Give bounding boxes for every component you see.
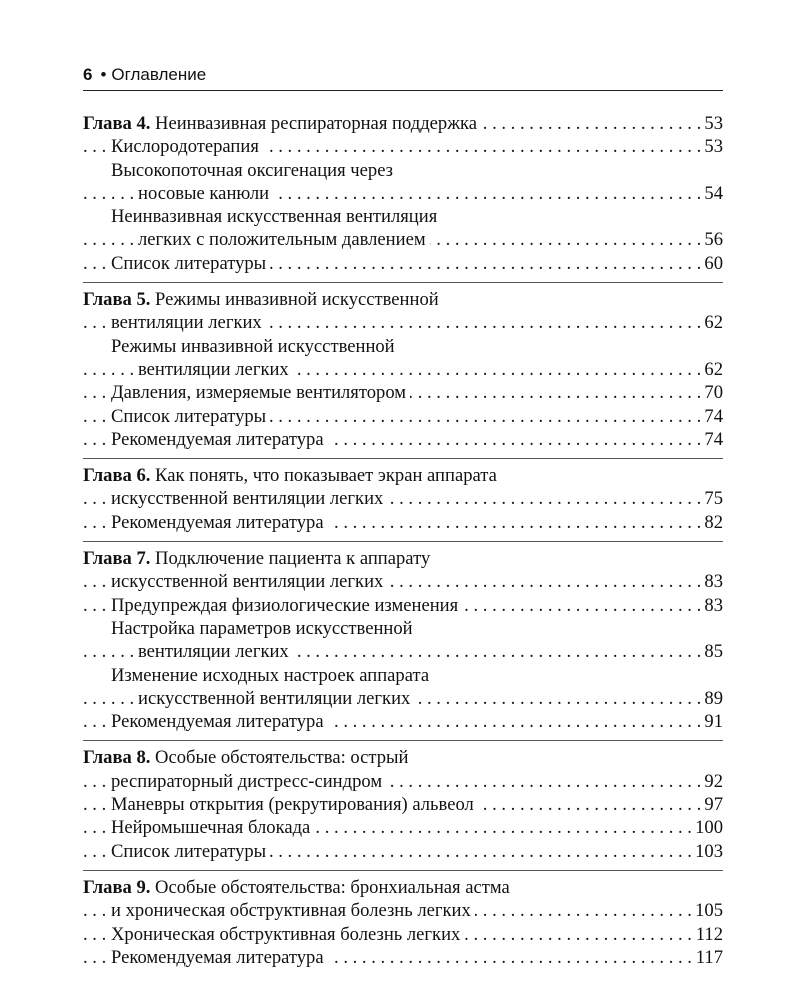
chapter-title-line xyxy=(83,288,723,311)
toc-entry-line xyxy=(83,428,723,451)
toc-entry-text xyxy=(111,771,386,792)
toc-page-number: 62 xyxy=(700,358,723,381)
chapter-label: Глава 7. xyxy=(83,548,151,570)
header-rule xyxy=(83,90,723,91)
toc-entry-line xyxy=(83,840,723,863)
toc-entry-line xyxy=(83,381,723,404)
running-head-title: Оглавление xyxy=(111,65,207,84)
toc-entry-title: легких с положительным давлением xyxy=(138,229,426,251)
toc-entry-text xyxy=(111,900,475,921)
chapter-title-line xyxy=(83,876,723,899)
toc-entry-line xyxy=(83,770,723,793)
toc-entry-text xyxy=(138,688,414,709)
toc-entry-text xyxy=(111,429,328,450)
toc-entry-line xyxy=(83,135,723,158)
chapter-label: Глава 5. xyxy=(83,289,151,311)
toc-entry-line xyxy=(83,228,723,251)
toc-entry-title: искусственной вентиляции легких xyxy=(111,488,384,510)
toc-entry-text xyxy=(111,253,270,274)
toc-entry-text xyxy=(111,817,314,838)
toc-entry-line xyxy=(83,358,723,381)
toc-entry-title: искусственной вентиляции легких xyxy=(111,571,384,593)
toc-entry-text xyxy=(111,382,410,403)
toc-entry-line xyxy=(83,664,723,687)
toc-entry-line xyxy=(83,205,723,228)
toc-entry-text xyxy=(111,794,478,815)
toc-page-number: 53 xyxy=(700,135,723,158)
toc-entry-title: Подключение пациента к аппарату xyxy=(150,548,431,570)
toc-entry-text xyxy=(111,488,387,509)
toc-page-number: 112 xyxy=(692,923,723,946)
toc-entry-title: Особые обстоятельства: острый xyxy=(150,747,409,769)
toc-entry-text xyxy=(111,947,328,968)
toc-entry-title: Особые обстоятельства: бронхиальная астма xyxy=(150,876,510,898)
toc-chapter xyxy=(83,746,723,870)
toc-page-number: 53 xyxy=(700,112,723,135)
toc-entry-line xyxy=(83,899,723,922)
toc-entry-text xyxy=(111,841,270,862)
running-head xyxy=(83,64,723,86)
toc-page-number: 117 xyxy=(692,946,723,969)
toc-entry-title: Список литературы xyxy=(111,840,267,862)
toc-entry-line xyxy=(83,570,723,593)
toc-entry-title: носовые канюли xyxy=(138,182,270,204)
toc-entry-title: искусственной вентиляции легких xyxy=(138,687,411,709)
toc-entry-line xyxy=(83,923,723,946)
toc-entry-text xyxy=(111,136,263,157)
toc-entry-text xyxy=(111,711,328,732)
toc-page-number: 85 xyxy=(700,640,723,663)
toc-entry-text xyxy=(111,406,270,427)
chapter-label: Глава 9. xyxy=(83,876,151,898)
toc-entry-title: Нейромышечная блокада xyxy=(111,817,311,839)
toc-entry-text xyxy=(111,665,433,686)
toc-page-number: 62 xyxy=(700,311,723,334)
toc-page-number: 74 xyxy=(700,428,723,451)
chapter-title-line xyxy=(83,746,723,769)
toc-chapter xyxy=(83,288,723,459)
toc-entry-text xyxy=(83,465,501,486)
toc-page-number: 54 xyxy=(700,182,723,205)
toc-entry-title: и хроническая обструктивная болезнь легких xyxy=(111,900,471,922)
toc-entry-line xyxy=(83,793,723,816)
toc-entry-text xyxy=(83,747,413,768)
toc-entry-title: Рекомендуемая литература xyxy=(111,511,324,533)
toc-entry-text xyxy=(138,359,293,380)
toc-entry-title: Предупреждая физиологические изменения xyxy=(111,594,459,616)
toc-entry-text xyxy=(138,183,273,204)
toc-entry-text xyxy=(111,571,387,592)
toc-entry-text xyxy=(83,113,481,134)
toc-entry-title: Рекомендуемая литература xyxy=(111,946,324,968)
chapter-label: Глава 8. xyxy=(83,747,151,769)
chapter-label: Глава 6. xyxy=(83,465,151,487)
toc-chapter xyxy=(83,112,723,283)
toc-entry-text xyxy=(111,312,266,333)
toc-entry-line xyxy=(83,311,723,334)
toc-entry-title: Список литературы xyxy=(111,252,267,274)
toc-entry-title: Высокопоточная оксигенация через xyxy=(111,159,394,181)
toc-chapter xyxy=(83,876,723,976)
toc-entry-text xyxy=(111,512,328,533)
toc-entry-text xyxy=(83,548,434,569)
toc-entry-title: Неинвазивная респираторная поддержка xyxy=(150,113,478,134)
toc-entry-title: Хроническая обструктивная болезнь легких xyxy=(111,923,461,945)
toc-page-number: 100 xyxy=(691,816,723,839)
toc-entry-text xyxy=(83,877,514,898)
toc-entry-title: Как понять, что показывает экран аппарата xyxy=(150,465,497,487)
toc-chapter xyxy=(83,547,723,741)
toc-entry-text xyxy=(138,641,293,662)
chapter-label: Глава 4. xyxy=(83,113,151,134)
toc-entry-text xyxy=(111,595,462,616)
toc-page-number: 97 xyxy=(700,793,723,816)
toc-entry-title: Режимы инвазивной искусственной xyxy=(111,335,395,357)
toc-page-number: 60 xyxy=(700,252,723,275)
page-number: 6 xyxy=(83,65,93,84)
toc-entry-line xyxy=(83,511,723,534)
toc-entry-line xyxy=(83,335,723,358)
toc-page-number: 56 xyxy=(700,228,723,251)
toc-entry-text xyxy=(111,160,397,181)
toc-entry-line xyxy=(83,710,723,733)
toc-entry-line xyxy=(83,182,723,205)
toc-entry-title: вентиляции легких xyxy=(111,312,262,334)
toc-entry-title: Маневры открытия (рекрутирования) альвеол xyxy=(111,794,474,816)
toc-entry-line xyxy=(83,816,723,839)
header-separator: • xyxy=(100,65,107,84)
toc-entry-title: респираторный дистресс-синдром xyxy=(111,770,383,792)
toc-entry-text xyxy=(111,618,417,639)
toc-entry-line xyxy=(83,946,723,969)
toc-entry-title: Давления, измеряемые вентилятором xyxy=(111,382,407,404)
table-of-contents xyxy=(83,112,723,981)
toc-entry-text xyxy=(111,336,399,357)
toc-entry-text xyxy=(83,289,443,310)
toc-entry-title: вентиляции легких xyxy=(138,641,289,663)
toc-page-number: 75 xyxy=(700,487,723,510)
toc-page-number: 89 xyxy=(700,687,723,710)
toc-entry-line xyxy=(83,487,723,510)
toc-page-number: 91 xyxy=(700,710,723,733)
chapter-title-line xyxy=(83,112,723,135)
toc-chapter xyxy=(83,464,723,542)
toc-entry-text xyxy=(111,924,464,945)
toc-entry-line xyxy=(83,617,723,640)
toc-page-number: 70 xyxy=(700,381,723,404)
toc-entry-line xyxy=(83,405,723,428)
toc-page-number: 82 xyxy=(700,511,723,534)
toc-page-number: 92 xyxy=(700,770,723,793)
chapter-title-line xyxy=(83,464,723,487)
toc-entry-text xyxy=(111,206,441,227)
toc-entry-title: Изменение исходных настроек аппарата xyxy=(111,664,430,686)
toc-entry-title: вентиляции легких xyxy=(138,358,289,380)
toc-entry-line xyxy=(83,159,723,182)
chapter-title-line xyxy=(83,547,723,570)
toc-page-number: 83 xyxy=(700,594,723,617)
toc-entry-title: Неинвазивная искусственная вентиляция xyxy=(111,206,438,228)
toc-entry-text xyxy=(138,229,430,250)
toc-entry-title: Рекомендуемая литература xyxy=(111,711,324,733)
toc-entry-title: Рекомендуемая литература xyxy=(111,428,324,450)
toc-entry-line xyxy=(83,687,723,710)
toc-page-number: 105 xyxy=(691,899,723,922)
toc-page-number: 74 xyxy=(700,405,723,428)
toc-entry-title: Режимы инвазивной искусственной xyxy=(150,289,439,311)
toc-entry-title: Настройка параметров искусственной xyxy=(111,617,413,639)
toc-entry-title: Кислородотерапия xyxy=(111,136,259,158)
toc-entry-line xyxy=(83,640,723,663)
toc-entry-line xyxy=(83,594,723,617)
toc-entry-title: Список литературы xyxy=(111,405,267,427)
toc-page-number: 83 xyxy=(700,570,723,593)
toc-page-number: 103 xyxy=(691,840,723,863)
toc-entry-line xyxy=(83,252,723,275)
